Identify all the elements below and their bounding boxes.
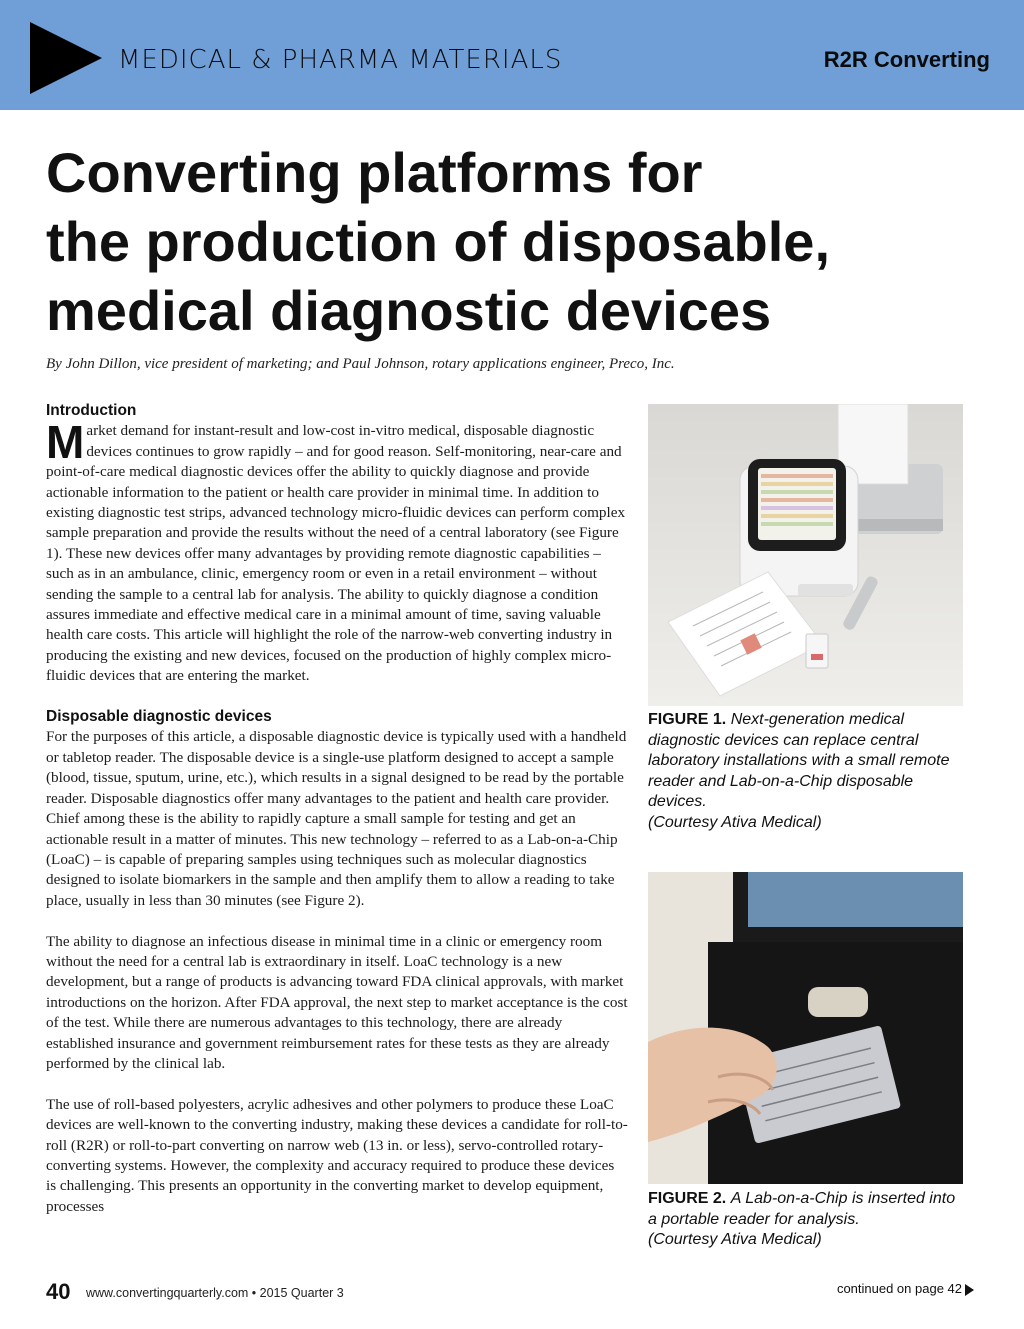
body-paragraph: For the purposes of this article, a disposable diagnostic device is typically used with a handheld or tabletop reader. The disposable device is a single-use platform designed to accept a sample (blood, tissue, sputum, urine, etc.), which results in a signal designed to be read by the portable reader. Disposable diagnostics offer many advantages to the patient and health care provider. Chief among these is the ability to rapidly capture a small sample for testing and get an actionable result in a matter of minutes. This new technology – referred to as a Lab-on-a-Chip (LoaC) – is capable of preparing samples using techniques such as molecular diagnostics designed to isolate biomarkers in the sample and then amplify them to allow a reading to take place, usually in less than 30 minutes (see Figure 2). [46, 728, 627, 909]
article-title-line: medical diagnostic devices [46, 279, 772, 342]
diagnostic-reader-illustration [648, 404, 963, 706]
figure-1-caption [648, 710, 968, 833]
figure-2-label: FIGURE 2. [648, 1190, 727, 1207]
section-heading-introduction: Introduction [46, 402, 137, 419]
section-heading-disposable-devices: Disposable diagnostic devices [46, 708, 272, 726]
play-triangle-icon [30, 22, 102, 94]
continued-link[interactable]: continued on page 42 [836, 1281, 962, 1296]
figure-2-photo [648, 872, 963, 1184]
paragraph-spacer [46, 1074, 628, 1094]
article-title-line: Converting platforms for [46, 141, 703, 204]
figure-2-caption-text: A Lab-on-a-Chip is inserted into a portable reader for analysis. [648, 1190, 956, 1228]
play-arrow-icon [965, 1284, 974, 1296]
article-title-line: the production of disposable, [46, 210, 830, 273]
paragraph-spacer [46, 911, 628, 931]
footer-site-issue: www.convertingquarterly.com • 2015 Quarter 3 [86, 1286, 344, 1300]
figure-1-photo [648, 404, 963, 706]
section-title: MEDICAL & PHARMA MATERIALS [118, 45, 563, 75]
figure-1-credit: (Courtesy Ativa Medical) [648, 813, 822, 831]
body-paragraph: The ability to diagnose an infectious disease in minimal time in a clinic or emergency room without the need for a central lab is extraordinary in itself. LoaC technology is a new development, but a range of products is advancing toward FDA clinical approvals, with market introductions on the horizon. After FDA approval, the next step to market acceptance is the cost of the test. While there are numerous advantages to this technology, there are already established insurance and government reimbursement rates for these tests as they are already performed by the clinical lab. [46, 932, 628, 1072]
intro-paragraph [46, 416, 628, 686]
section-banner [0, 0, 1024, 110]
intro-paragraph-text: arket demand for instant-result and low-cost in-vitro medical, disposable diagnostic devices continues to grow rapidly – and for good reason. Self-monitoring, near-care and point-of-care medical diagnostic devices offer the ability to quickly diagnose and provide actionable information to the patient or health care provider in minimal time. In addition to existing diagnostic test strips, advanced technology micro-fluidic devices can perform complex sample preparation and provide the results without the need of a central laboratory (see Figure 1). These new devices offer many advantages by providing remote diagnostic capabilities – such as in an ambulance, clinic, emergency room or even in a retail environment – without sending the sample to a central lab for analysis. The ability to quickly diagnose a condition assures immediate and effective medical care in a minimal amount of time, saving valuable health care costs. This article will highlight the role of the narrow-web converting industry in producing the existing and new devices, focused on the production of highly complex micro-fluidic devices that are entering the market. [46, 422, 626, 685]
section-subtitle: R2R Converting [823, 47, 990, 72]
body-paragraph: The use of roll-based polyesters, acrylic adhesives and other polymers to produce these LoaC devices are well-known to the converting industry, making these devices a candidate for roll-to-roll (R2R) or roll-to-part converting on narrow web (13 in. or less), servo-controlled rotary-converting systems. However, the complexity and accuracy required to produce these devices is challenging. This presents an opportunity in the converting market to develop equipment, processes [46, 1095, 628, 1215]
figure-2-credit: (Courtesy Ativa Medical) [648, 1231, 822, 1248]
page-number: 40 [46, 1279, 71, 1304]
figure-1-label: FIGURE 1. [648, 711, 727, 728]
figure-2-caption [648, 1189, 968, 1251]
lab-on-a-chip-insertion-illustration [648, 872, 963, 1184]
paragraph-spacer [46, 687, 628, 707]
article-body [46, 401, 628, 1217]
article-title [46, 138, 946, 345]
drop-cap: M [46, 416, 85, 469]
figure-1-caption-text: Next-generation medical diagnostic devices can replace central laboratory installations with a small remote reader and Lab-on-a-Chip disposable devices. [648, 711, 950, 810]
article-byline: By John Dillon, vice president of marketing; and Paul Johnson, rotary applications engineer, Preco, Inc. [46, 356, 675, 372]
